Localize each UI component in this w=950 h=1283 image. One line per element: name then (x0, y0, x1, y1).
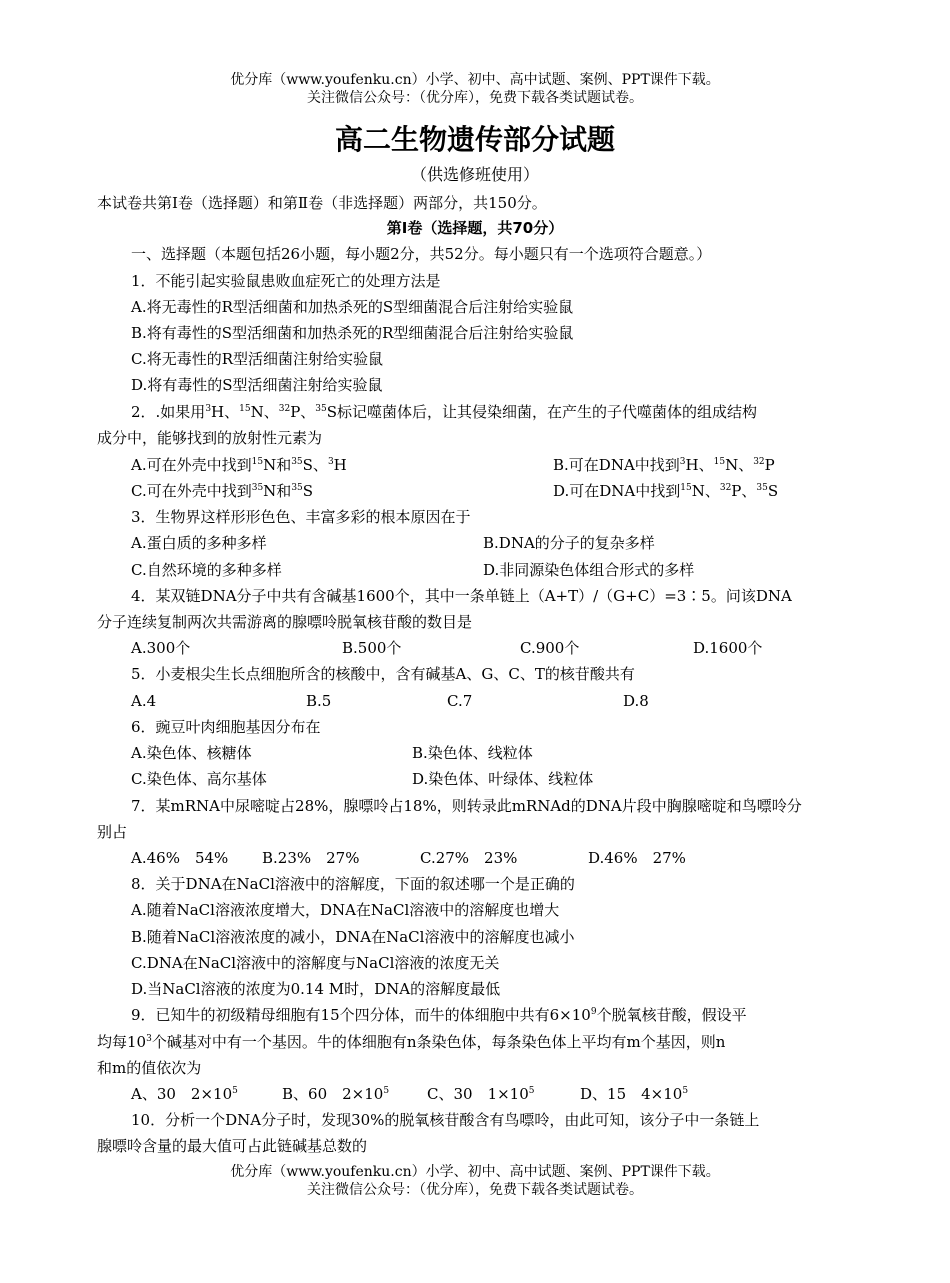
question-7-stem: 7．某mRNA中尿嘧啶占28%，腺嘌呤占18%，则转录此mRNAd的DNA片段中胸腺嘧啶和鸟嘌呤分 (131, 797, 802, 815)
exam-subtitle: （供选修班使用） (410, 165, 539, 184)
question-3-option-a: A.蛋白质的多种多样 (131, 534, 267, 552)
question-3-stem: 3．生物界这样形形色色、丰富多彩的根本原因在于 (131, 508, 471, 526)
question-4-option-d: D.1600个 (693, 639, 763, 657)
question-10-stem-cont: 腺嘌呤含量的最大值可占此链碱基总数的 (97, 1137, 368, 1155)
question-1-stem: 1．不能引起实验鼠患败血症死亡的处理方法是 (131, 272, 441, 290)
question-5-option-d: D.8 (623, 692, 649, 710)
question-6-option-d: D.染色体、叶绿体、线粒体 (412, 770, 594, 788)
question-3-option-c: C.自然环境的多种多样 (131, 561, 282, 579)
question-1-option-b: B.将有毒性的S型活细菌和加热杀死的R型细菌混合后注射给实验鼠 (131, 324, 574, 342)
question-4-option-b: B.500个 (342, 639, 402, 657)
question-3-option-b: B.DNA的分子的复杂多样 (483, 534, 655, 552)
question-5-option-c: C.7 (447, 692, 473, 710)
header-line-1: 优分库（www.youfenku.cn）小学、初中、高中试题、案例、PPT课件下载。 (230, 72, 720, 88)
question-1-option-c: C.将无毒性的R型活细菌注射给实验鼠 (131, 350, 384, 368)
question-5-option-b: B.5 (306, 692, 332, 710)
question-6-stem: 6．豌豆叶肉细胞基因分布在 (131, 718, 321, 736)
question-7-option-d: D.46% 27% (588, 849, 686, 867)
question-2-option-d: D.可在DNA中找到$^{15}$N、$^{32}$P、$^{35}$S (553, 482, 779, 500)
section-title: 第Ⅰ卷（选择题，共70分） (386, 219, 564, 237)
question-8-stem: 8．关于DNA在NaCl溶液中的溶解度，下面的叙述哪一个是正确的 (131, 875, 575, 893)
header-line-2: 关注微信公众号：（优分库），免费下载各类试题试卷。 (307, 90, 643, 106)
footer-line-1: 优分库（www.youfenku.cn）小学、初中、高中试题、案例、PPT课件下载。 (230, 1164, 720, 1180)
question-1-option-a: A.将无毒性的R型活细菌和加热杀死的S型细菌混合后注射给实验鼠 (131, 298, 574, 316)
question-6-option-a: A.染色体、核糖体 (131, 744, 252, 762)
footer-line-2: 关注微信公众号：（优分库），免费下载各类试题试卷。 (307, 1182, 643, 1198)
question-8-option-b: B.随着NaCl溶液浓度的减小，DNA在NaCl溶液中的溶解度也减小 (131, 928, 575, 946)
question-5-option-a: A.4 (131, 692, 157, 710)
question-2-option-b: B.可在DNA中找到$^3$H、$^{15}$N、$^{32}$P (553, 456, 775, 474)
question-6-option-b: B.染色体、线粒体 (412, 744, 533, 762)
question-4-stem-cont: 分子连续复制两次共需游离的腺嘌呤脱氧核苷酸的数目是 (97, 613, 473, 631)
question-4-option-c: C.900个 (520, 639, 580, 657)
question-7-option-b: B.23% 27% (262, 849, 360, 867)
question-9-option-a: A、30 $2\times 10^5$ (131, 1085, 238, 1103)
question-4-option-a: A.300个 (131, 639, 191, 657)
question-10-stem: 10．分析一个DNA分子时，发现30%的脱氧核苷酸含有鸟嘌呤，由此可知，该分子中一条链上 (131, 1111, 760, 1129)
question-4-stem: 4．某双链DNA分子中共有含碱基1600个，其中一条单链上（A+T）/（G+C）=3∶5。问该DNA (131, 587, 792, 605)
question-1-option-d: D.将有毒性的S型活细菌注射给实验鼠 (131, 376, 383, 394)
page-header (0, 71, 950, 107)
section-instruction: 一、选择题（本题包括26小题，每小题2分，共52分。每小题只有一个选项符合题意。） (131, 245, 712, 263)
question-9-option-d: D、15 $4\times 10^5$ (580, 1085, 689, 1103)
question-9-option-b: B、60 $2\times 10^5$ (282, 1085, 390, 1103)
exam-intro: 本试卷共第Ⅰ卷（选择题）和第Ⅱ卷（非选择题）两部分，共150分。 (97, 194, 547, 212)
question-3-option-d: D.非同源染色体组合形式的多样 (483, 561, 695, 579)
question-9-stem-cont-2: 和m的值依次为 (97, 1059, 202, 1077)
question-8-option-c: C.DNA在NaCl溶液中的溶解度与NaCl溶液的浓度无关 (131, 954, 500, 972)
question-2-stem-cont: 成分中，能够找到的放射性元素为 (97, 429, 323, 447)
page-footer (0, 1163, 950, 1199)
question-6-option-c: C.染色体、高尔基体 (131, 770, 267, 788)
question-8-option-d: D.当NaCl溶液的浓度为0.14 M时，DNA的溶解度最低 (131, 980, 501, 998)
question-2-option-c: C.可在外壳中找到$^{35}$N和$^{35}$S (131, 482, 314, 500)
question-7-stem-cont: 别占 (97, 823, 128, 841)
question-9-option-c: C、30 $1\times 10^5$ (427, 1085, 535, 1103)
question-7-option-a: A.46% 54% (131, 849, 229, 867)
question-9-stem-cont: 均每$10^3$个碱基对中有一个基因。牛的体细胞有n条染色体，每条染色体上平均有m个基因，则n (97, 1033, 726, 1051)
question-7-option-c: C.27% 23% (420, 849, 518, 867)
question-5-stem: 5．小麦根尖生长点细胞所含的核酸中，含有碱基A、G、C、T的核苷酸共有 (131, 665, 635, 683)
question-8-option-a: A.随着NaCl溶液浓度增大，DNA在NaCl溶液中的溶解度也增大 (131, 901, 560, 919)
exam-title: 高二生物遗传部分试题 (334, 123, 615, 156)
question-2-stem: 2．.如果用$^3$H、$^{15}$N、$^{32}$P、$^{35}$S标记噬菌体后，让其侵染细菌，在产生的子代噬菌体的组成结构 (131, 403, 758, 421)
question-2-option-a: A.可在外壳中找到$^{15}$N和$^{35}$S、$^3$H (131, 456, 347, 474)
question-9-stem: 9．已知牛的初级精母细胞有15个四分体，而牛的体细胞中共有$6\times 10^9$个脱氧核苷酸，假设平 (131, 1006, 747, 1024)
